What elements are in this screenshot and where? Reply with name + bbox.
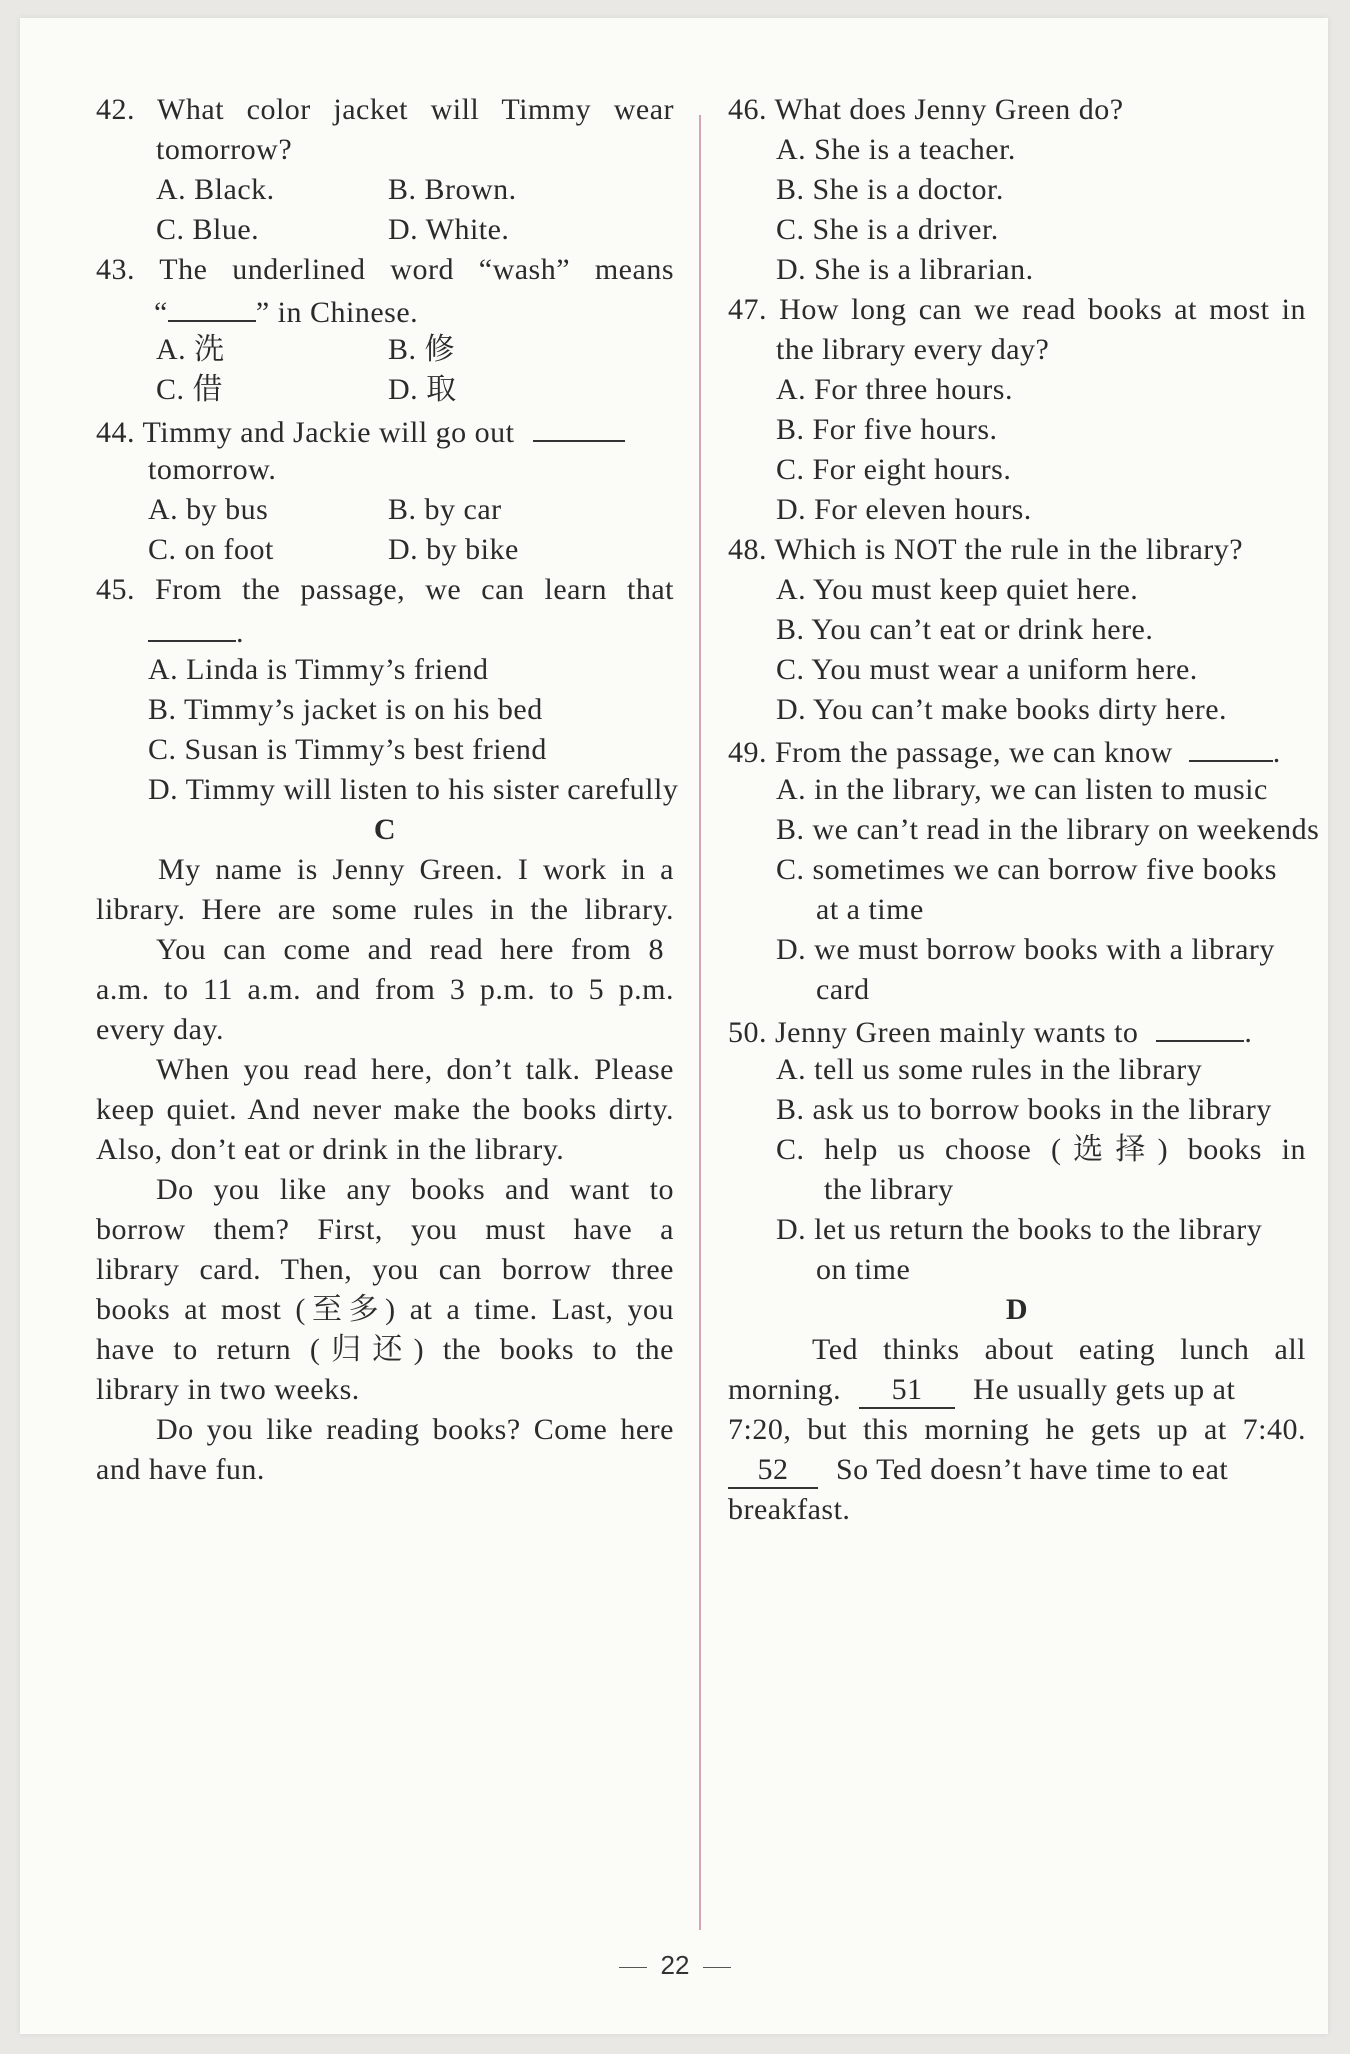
passage-d-line2 bbox=[728, 1370, 1306, 1410]
q50-option-a[interactable]: A. tell us some rules in the library bbox=[776, 1053, 1203, 1086]
q45-option-c[interactable]: C. Susan is Timmy’s best friend bbox=[148, 733, 547, 766]
page-number-dash-right bbox=[703, 1967, 731, 1968]
q46-option-c[interactable]: C. She is a driver. bbox=[776, 213, 999, 246]
page-number bbox=[0, 1950, 1350, 1981]
cloze-blank-51[interactable]: 51 bbox=[859, 1373, 955, 1409]
q43-option-b[interactable]: B. 修 bbox=[388, 333, 456, 366]
section-d-heading: D bbox=[1005, 1293, 1029, 1326]
cloze-blank-52[interactable]: 52 bbox=[728, 1453, 818, 1489]
q49-stem-text: 49. From the passage, we can know bbox=[728, 736, 1173, 769]
q42-stem-line2: tomorrow? bbox=[156, 133, 293, 166]
passage-c-line: Also, don’t eat or drink in the library. bbox=[96, 1133, 565, 1166]
passage-c-line: Do you like reading books? Come here bbox=[156, 1413, 674, 1446]
q45-option-a[interactable]: A. Linda is Timmy’s friend bbox=[148, 653, 489, 686]
q49-option-b[interactable]: B. we can’t read in the library on weekends bbox=[776, 813, 1320, 846]
q50-option-b[interactable]: B. ask us to borrow books in the library bbox=[776, 1093, 1272, 1126]
q46-option-b[interactable]: B. She is a doctor. bbox=[776, 173, 1004, 206]
q43-option-d[interactable]: D. 取 bbox=[388, 373, 457, 406]
section-c-heading: C bbox=[373, 813, 397, 846]
passage-d-text: He usually gets up at bbox=[973, 1373, 1236, 1406]
q42-option-c[interactable]: C. Blue. bbox=[156, 213, 260, 246]
passage-c-line: have to return (归还) the books to the bbox=[96, 1333, 674, 1366]
q50-option-c-cont: the library bbox=[824, 1173, 954, 1206]
q44-option-c[interactable]: C. on foot bbox=[148, 533, 274, 566]
q47-stem-line1: 47. How long can we read books at most in bbox=[728, 293, 1306, 326]
q48-option-d[interactable]: D. You can’t make books dirty here. bbox=[776, 693, 1228, 726]
q45-stem-line1: 45. From the passage, we can learn that bbox=[96, 573, 674, 606]
column-divider bbox=[699, 115, 701, 1930]
q47-option-d[interactable]: D. For eleven hours. bbox=[776, 493, 1032, 526]
q50-period: . bbox=[1244, 1016, 1253, 1049]
passage-c-line: library in two weeks. bbox=[96, 1373, 360, 1406]
q49-period: . bbox=[1272, 736, 1281, 769]
passage-c-line: When you read here, don’t talk. Please bbox=[156, 1053, 674, 1086]
passage-c-line: and have fun. bbox=[96, 1453, 265, 1486]
q50-option-d-cont: on time bbox=[816, 1253, 911, 1286]
q46-option-a[interactable]: A. She is a teacher. bbox=[776, 133, 1016, 166]
q49-option-a[interactable]: A. in the library, we can listen to music bbox=[776, 773, 1268, 806]
q43-option-c[interactable]: C. 借 bbox=[156, 373, 224, 406]
q44-stem-line1 bbox=[96, 410, 674, 450]
q43-answer-blank[interactable] bbox=[168, 290, 256, 322]
passage-c-line: Do you like any books and want to bbox=[156, 1173, 674, 1206]
q43-stem-line1: 43. The underlined word “wash” means bbox=[96, 253, 674, 286]
passage-d-text: So Ted doesn’t have time to eat bbox=[836, 1453, 1229, 1486]
q45-period: . bbox=[236, 616, 244, 649]
q50-stem-text: 50. Jenny Green mainly wants to bbox=[728, 1016, 1139, 1049]
q44-option-d[interactable]: D. by bike bbox=[388, 533, 519, 566]
q48-option-c[interactable]: C. You must wear a uniform here. bbox=[776, 653, 1198, 686]
q48-stem-line1: 48. Which is NOT the rule in the library? bbox=[728, 533, 1244, 566]
passage-c-line: borrow them? First, you must have a bbox=[96, 1213, 674, 1246]
q43-close-text: ” in Chinese. bbox=[255, 296, 419, 329]
q47-stem-line2: the library every day? bbox=[776, 333, 1050, 366]
passage-d-line4 bbox=[728, 1450, 1306, 1490]
q46-option-d[interactable]: D. She is a librarian. bbox=[776, 253, 1034, 286]
q49-option-d-cont: card bbox=[816, 973, 870, 1006]
q45-answer-blank[interactable] bbox=[148, 610, 236, 642]
q47-option-a[interactable]: A. For three hours. bbox=[776, 373, 1013, 406]
q42-stem-line1: 42. What color jacket will Timmy wear bbox=[96, 93, 674, 126]
q45-stem-line2 bbox=[148, 610, 674, 650]
q44-stem-text: 44. Timmy and Jackie will go out bbox=[96, 416, 515, 449]
q50-option-d[interactable]: D. let us return the books to the library bbox=[776, 1213, 1263, 1246]
page-number-text: 22 bbox=[660, 1950, 690, 1980]
passage-c-line: a.m. to 11 a.m. and from 3 p.m. to 5 p.m. bbox=[96, 973, 674, 1006]
q50-option-c[interactable]: C. help us choose (选择) books in bbox=[776, 1133, 1306, 1166]
q49-option-c-cont: at a time bbox=[816, 893, 924, 926]
q49-answer-blank[interactable] bbox=[1189, 730, 1273, 762]
passage-d-line1: Ted thinks about eating lunch all bbox=[812, 1333, 1306, 1366]
q42-option-a[interactable]: A. Black. bbox=[156, 173, 275, 206]
page-number-dash-left bbox=[619, 1967, 647, 1968]
q44-stem-line2: tomorrow. bbox=[148, 453, 277, 486]
q48-option-b[interactable]: B. You can’t eat or drink here. bbox=[776, 613, 1154, 646]
passage-c-line: keep quiet. And never make the books dirty. bbox=[96, 1093, 674, 1126]
q44-answer-blank[interactable] bbox=[533, 410, 625, 442]
q48-option-a[interactable]: A. You must keep quiet here. bbox=[776, 573, 1139, 606]
passage-c-line: books at most (至多) at a time. Last, you bbox=[96, 1293, 674, 1326]
q47-option-b[interactable]: B. For five hours. bbox=[776, 413, 998, 446]
q50-answer-blank[interactable] bbox=[1156, 1010, 1244, 1042]
q44-option-b[interactable]: B. by car bbox=[388, 493, 502, 526]
q46-stem-line1: 46. What does Jenny Green do? bbox=[728, 93, 1124, 126]
passage-c-line: library card. Then, you can borrow three bbox=[96, 1253, 674, 1286]
q43-option-a[interactable]: A. 洗 bbox=[156, 333, 225, 366]
q42-option-d[interactable]: D. White. bbox=[388, 213, 510, 246]
passage-d-text: morning. bbox=[728, 1373, 842, 1406]
q47-option-c[interactable]: C. For eight hours. bbox=[776, 453, 1012, 486]
q50-stem-line1 bbox=[728, 1010, 1306, 1050]
q44-option-a[interactable]: A. by bus bbox=[148, 493, 269, 526]
q49-option-c[interactable]: C. sometimes we can borrow five books bbox=[776, 853, 1277, 886]
q42-option-b[interactable]: B. Brown. bbox=[388, 173, 517, 206]
passage-d-line5: breakfast. bbox=[728, 1493, 851, 1526]
passage-c-line: You can come and read here from 8 bbox=[156, 933, 664, 966]
q45-option-d[interactable]: D. Timmy will listen to his sister carefully bbox=[148, 773, 679, 806]
q43-stem-line2 bbox=[154, 290, 674, 330]
passage-c-line: My name is Jenny Green. I work in a bbox=[158, 853, 674, 886]
passage-c-line: every day. bbox=[96, 1013, 224, 1046]
q49-stem-line1 bbox=[728, 730, 1306, 770]
q49-option-d[interactable]: D. we must borrow books with a library bbox=[776, 933, 1275, 966]
q45-option-b[interactable]: B. Timmy’s jacket is on his bed bbox=[148, 693, 543, 726]
passage-c-line: library. Here are some rules in the library. bbox=[96, 893, 674, 926]
q43-open-quote: “ bbox=[154, 296, 168, 329]
passage-d-line3: 7:20, but this morning he gets up at 7:40. bbox=[728, 1413, 1306, 1446]
